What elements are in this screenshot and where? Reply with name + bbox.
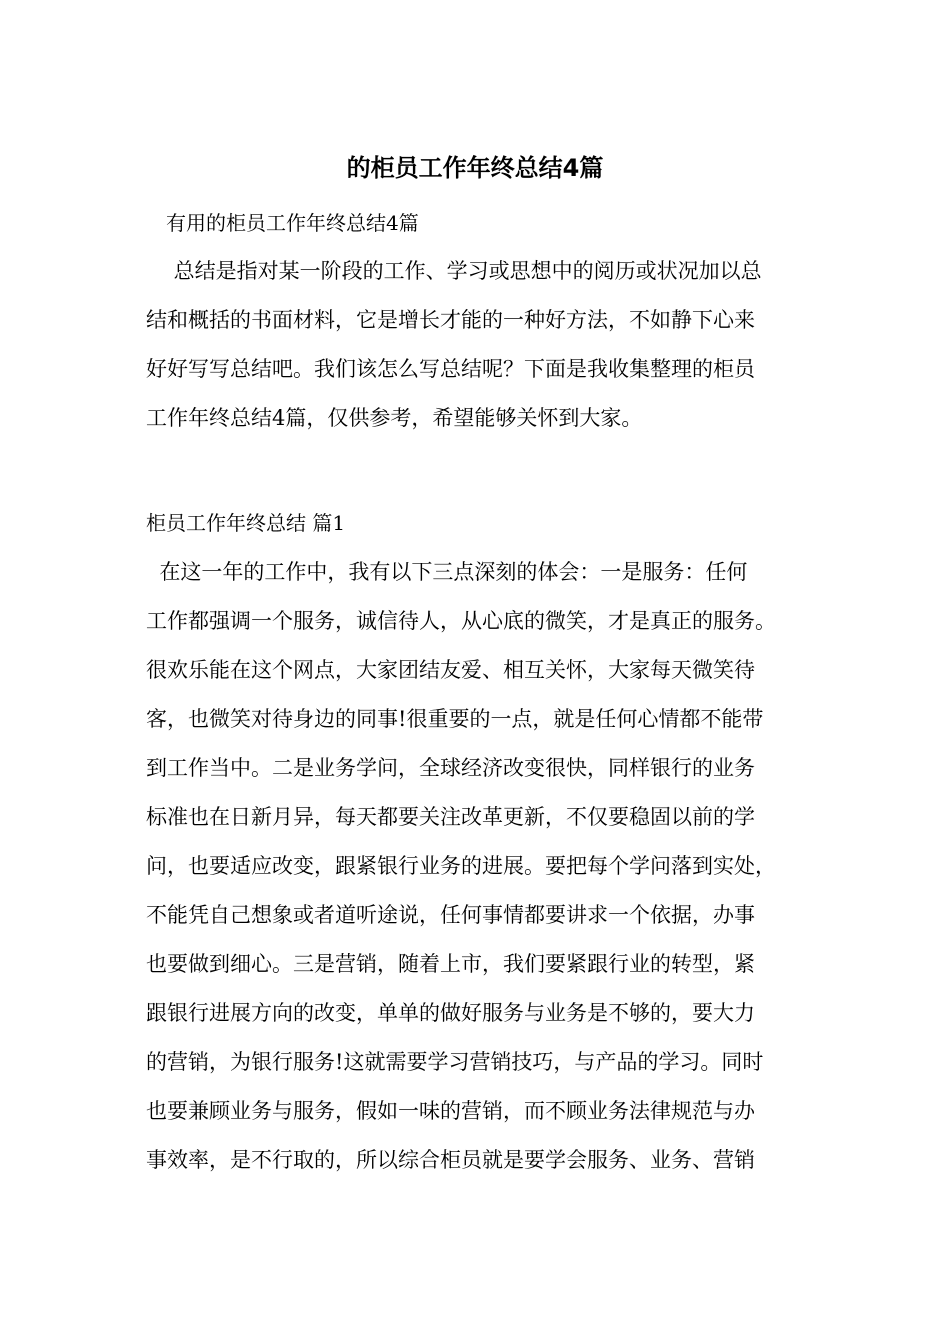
intro-line: 结和概括的书面材料，它是增长才能的一种好方法，不如静下心来 xyxy=(146,308,755,332)
intro-line: 总结是指对某一阶段的工作、学习或思想中的阅历或状况加以总 xyxy=(146,259,762,283)
section-heading: 柜员工作年终总结 篇1 xyxy=(146,511,346,535)
document-subtitle: 有用的柜员工作年终总结4篇 xyxy=(166,211,419,235)
intro-line: 好好写写总结吧。我们该怎么写总结呢？下面是我收集整理的柜员 xyxy=(146,357,755,381)
body-line: 事效率，是不行取的，所以综合柜员就是要学会服务、业务、营销 xyxy=(146,1148,755,1172)
body-line: 问，也要适应改变，跟紧银行业务的进展。要把每个学问落到实处， xyxy=(146,854,776,878)
body-line: 客，也微笑对待身边的同事!很重要的一点，就是任何心情都不能带 xyxy=(146,707,764,731)
body-line: 到工作当中。二是业务学问，全球经济改变很快，同样银行的业务 xyxy=(146,756,755,780)
body-line: 在这一年的工作中，我有以下三点深刻的体会：一是服务：任何 xyxy=(146,560,748,584)
intro-paragraph xyxy=(146,247,836,443)
intro-line: 工作年终总结4篇，仅供参考，希望能够关怀到大家。 xyxy=(146,406,643,430)
section1-paragraph xyxy=(146,548,836,1185)
body-line: 不能凭自己想象或者道听途说，任何事情都要讲求一个依据，办事 xyxy=(146,903,755,927)
body-line: 标准也在日新月异，每天都要关注改革更新，不仅要稳固以前的学 xyxy=(146,805,755,829)
document-title: 的柜员工作年终总结4篇 xyxy=(346,154,604,182)
body-line: 工作都强调一个服务，诚信待人，从心底的微笑，才是真正的服务。 xyxy=(146,609,776,633)
body-line: 跟银行进展方向的改变，单单的做好服务与业务是不够的，要大力 xyxy=(146,1001,755,1025)
body-line: 也要做到细心。三是营销，随着上市，我们要紧跟行业的转型，紧 xyxy=(146,952,755,976)
body-line: 也要兼顾业务与服务，假如一味的营销，而不顾业务法律规范与办 xyxy=(146,1099,755,1123)
body-line: 很欢乐能在这个网点，大家团结友爱、相互关怀，大家每天微笑待 xyxy=(146,658,755,682)
body-line: 的营销，为银行服务!这就需要学习营销技巧，与产品的学习。同时 xyxy=(146,1050,764,1074)
